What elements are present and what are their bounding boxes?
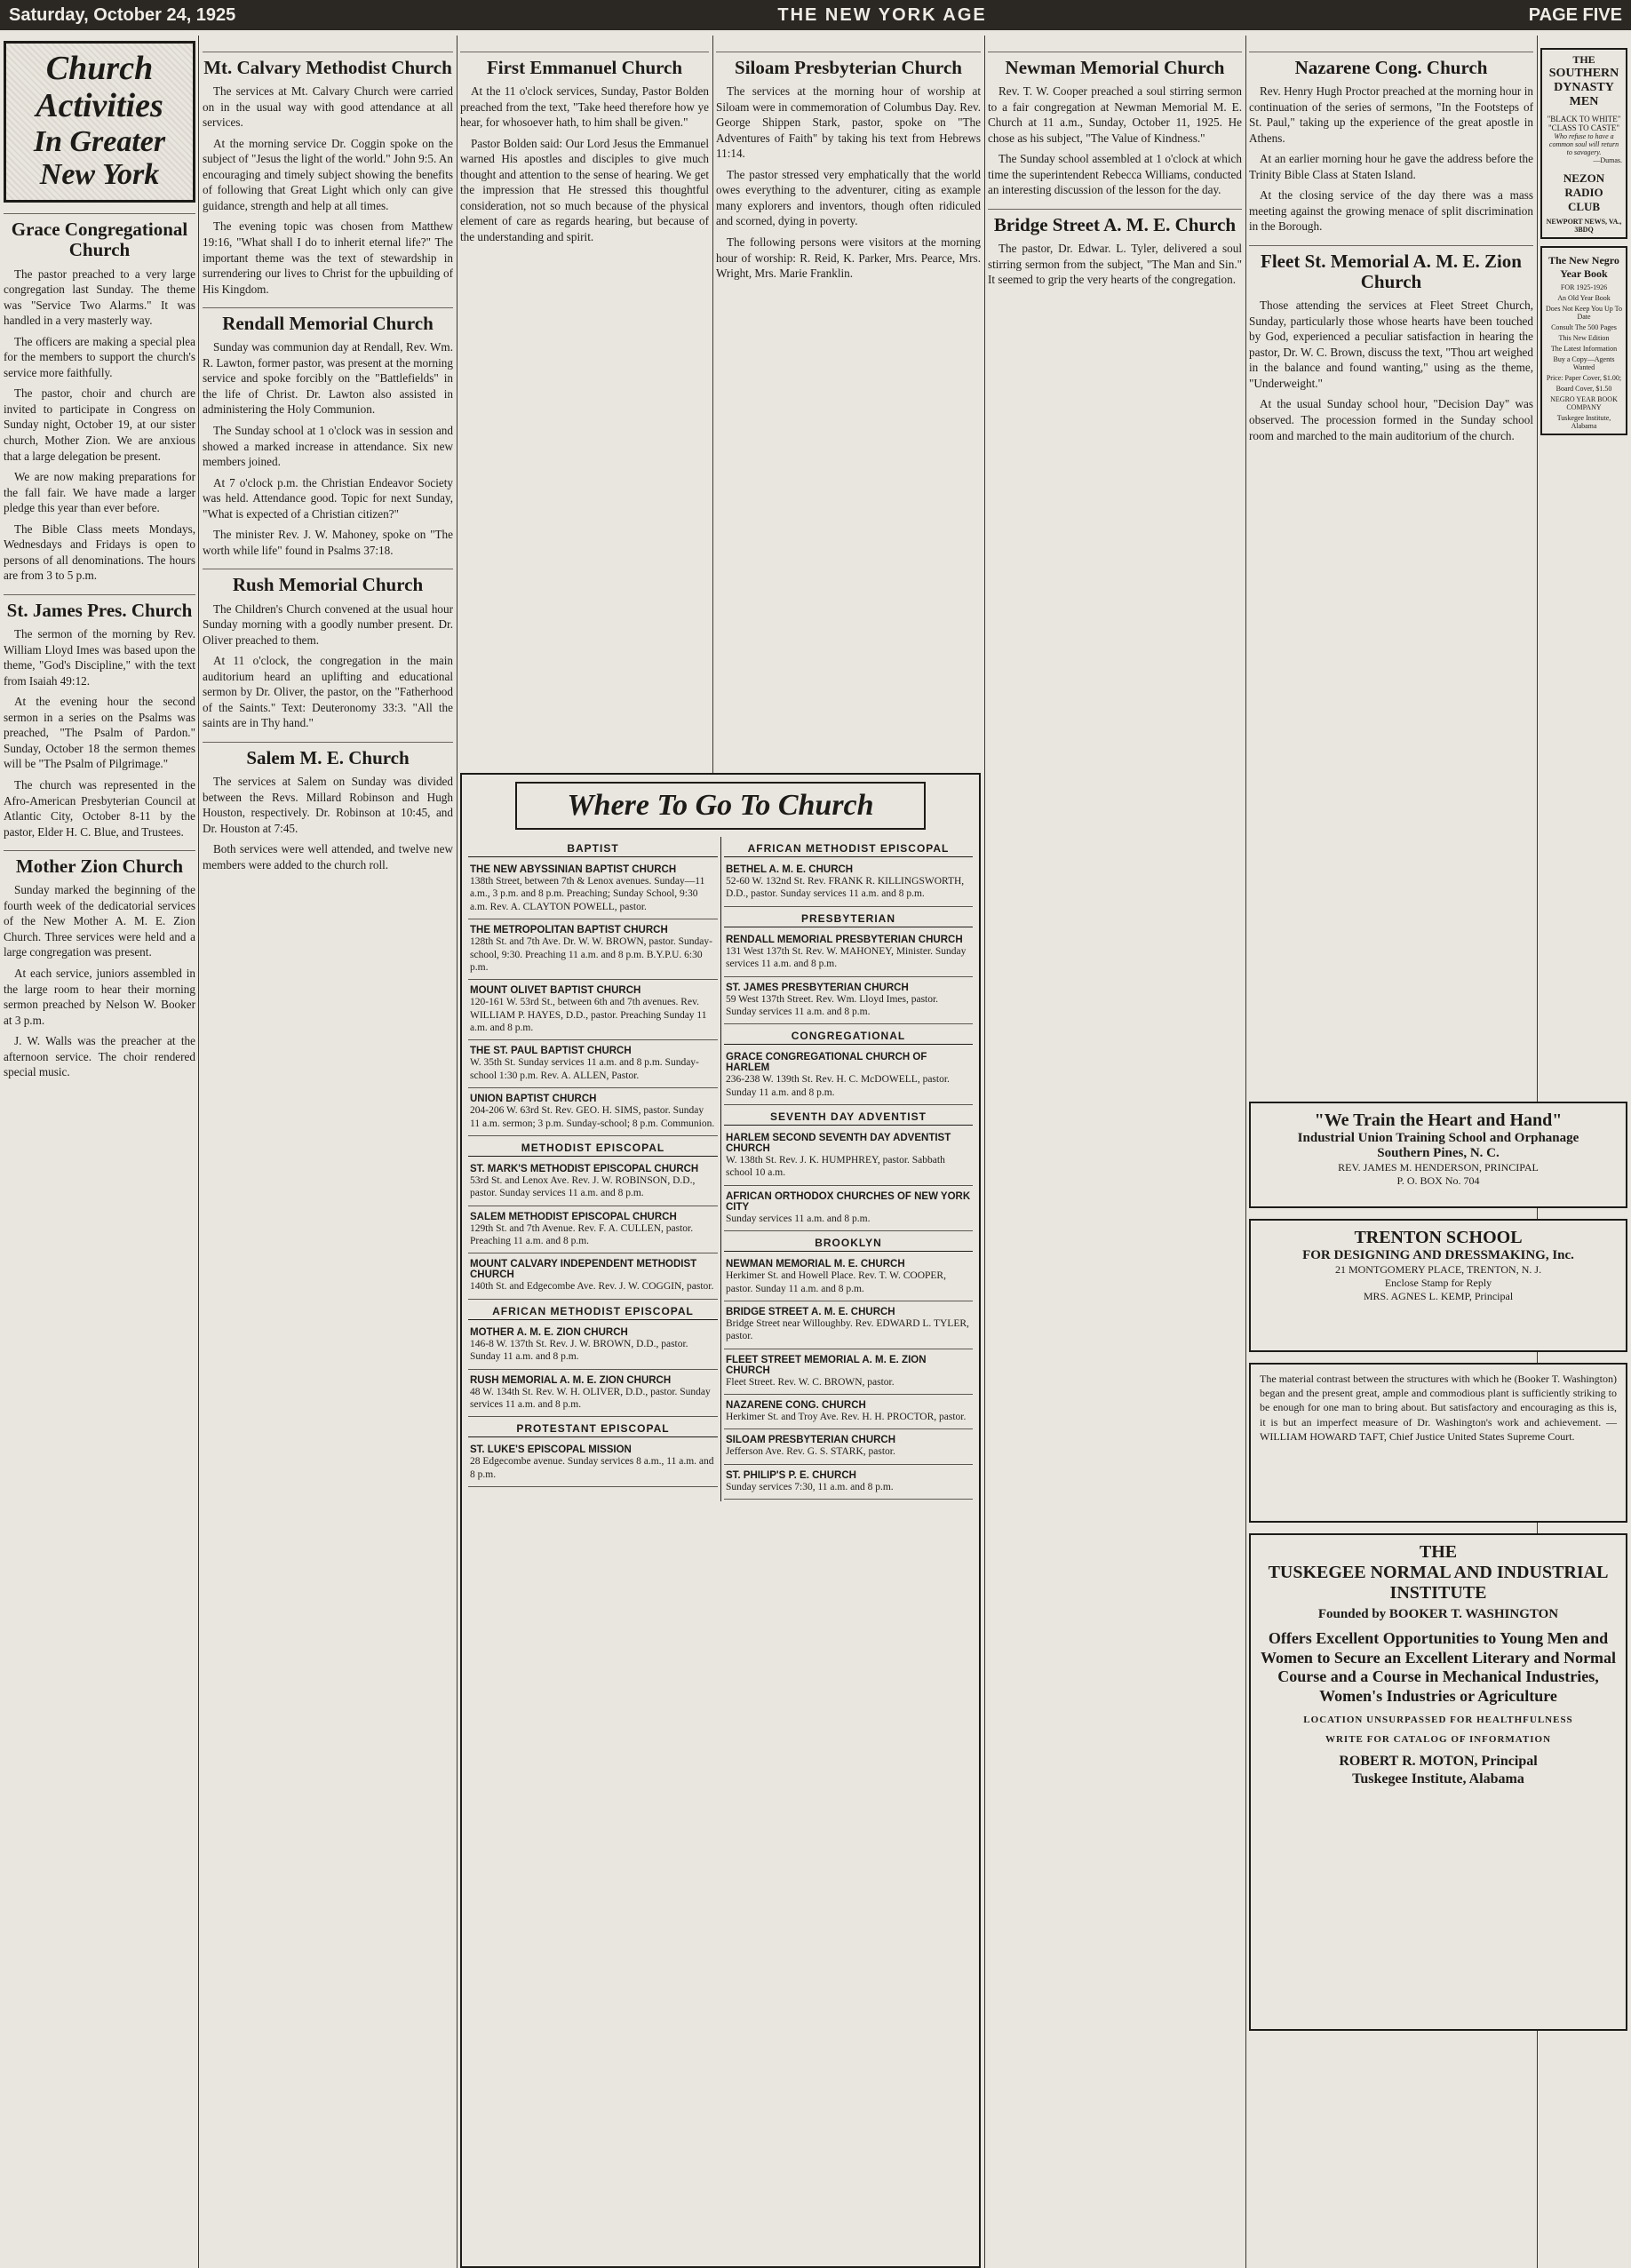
entry-name: SILOAM PRESBYTERIAN CHURCH [726, 1435, 896, 1446]
article-headline: Newman Memorial Church [988, 52, 1242, 78]
masthead-date: Saturday, October 24, 1925 [9, 4, 236, 25]
ad-line: MRS. AGNES L. KEMP, Principal [1363, 1290, 1514, 1302]
directory-entry [724, 1188, 973, 1231]
ad-line: ROBERT R. MOTON, Principal [1339, 1754, 1538, 1770]
trenton-school-ad [1249, 1219, 1627, 1352]
article-paragraph: At an earlier morning hour he gave the address before the Trinity Bible Class at Staten Island. [1249, 152, 1533, 181]
section-title-line2: In Greater New York [33, 124, 166, 191]
entry-details: 53rd St. and Lenox Ave. Rev. J. W. ROBINSON, D.D., pastor. Sunday services 11 a.m. and 8 p.m. [470, 1174, 696, 1199]
denomination-heading: BAPTIST [468, 842, 718, 857]
article-paragraph: The pastor, choir and church are invited to participate in Congress on Sunday night, October 19, at our sister church, Mother Zion. We are anxious that a large delegation be present. [4, 386, 195, 463]
article-paragraph: Sunday was communion day at Rendall, Rev. Wm. R. Lawton, former pastor, was present at the morning service and spoke forcibly on the "Battlefields" in the life of Christ. Dr. Lawton also assisted in administering the Holy Communion. [203, 340, 453, 417]
article-paragraph: The church was represented in the Afro-American Presbyterian Council at Atlantic City, October 8-11 by the pastor, Elder H. C. Blue, and Trustees. [4, 777, 195, 839]
article-grace [4, 213, 195, 584]
entry-details: 52-60 W. 132nd St. Rev. FRANK R. KILLINGSWORTH, D.D., pastor. Sunday services 11 a.m. and 8 p.m. [726, 876, 965, 900]
ad-line: This New Edition [1558, 334, 1610, 342]
column-7-ads [1540, 41, 1627, 1125]
article-paragraph: The services at Mt. Calvary Church were carried on in the usual way with good attendance at all services. [203, 84, 453, 130]
article-mother-zion [4, 850, 195, 1080]
entry-details: 28 Edgecombe avenue. Sunday services 8 a.m., 11 a.m. and 8 p.m. [470, 1456, 714, 1480]
column-rule [984, 36, 985, 2268]
article-paragraph: We are now making preparations for the fall fair. We have made a larger pledge this year than ever before. [4, 470, 195, 515]
entry-name: ST. MARK'S METHODIST EPISCOPAL CHURCH [470, 1163, 699, 1174]
article-mt-calvary [203, 52, 453, 297]
ad-line: Board Cover, $1.50 [1555, 385, 1612, 393]
ad-line: TRENTON SCHOOL [1354, 1228, 1523, 1247]
entry-name: THE METROPOLITAN BAPTIST CHURCH [470, 925, 668, 936]
article-newman [988, 52, 1242, 198]
article-headline: Nazarene Cong. Church [1249, 52, 1533, 78]
entry-name: RUSH MEMORIAL A. M. E. ZION CHURCH [470, 1374, 672, 1386]
ad-line: 21 MONTGOMERY PLACE, TRENTON, N. J. [1334, 1263, 1542, 1276]
entry-name: MOUNT OLIVET BAPTIST CHURCH [470, 985, 641, 997]
article-rendall [203, 307, 453, 558]
entry-name: THE NEW ABYSSINIAN BAPTIST CHURCH [470, 864, 677, 875]
article-paragraph: The Sunday school at 1 o'clock was in session and showed a marked increase in attendance. Six new members joined. [203, 424, 453, 469]
article-paragraph: Pastor Bolden said: Our Lord Jesus the Emmanuel warned His apostles and disciples to give much thought and attention to the sense of hearing. We get the impression that He stressed this thoughtful consideration, not so much because of the physical element of care as regards hearing, but because of the understanding and spirit. [460, 136, 709, 244]
masthead-page: PAGE FIVE [1528, 4, 1622, 25]
article-paragraph: At the closing service of the day there was a mass meeting against the growing menace of split discrimination in the Borough. [1249, 188, 1533, 234]
ad-line: Consult The 500 Pages [1551, 323, 1617, 331]
entry-name: MOUNT CALVARY INDEPENDENT METHODIST CHURCH [470, 1259, 697, 1281]
directory-left-column [465, 837, 720, 1501]
entry-name: AFRICAN ORTHODOX CHURCHES OF NEW YORK CITY [726, 1190, 971, 1213]
entry-details: W. 138th St. Rev. J. K. HUMPHREY, pastor. Sabbath school 10 a.m. [726, 1155, 945, 1179]
entry-details: 140th St. and Edgecombe Ave. Rev. J. W. COGGIN, pastor. [470, 1281, 714, 1293]
entry-name: ST. LUKE'S EPISCOPAL MISSION [470, 1444, 632, 1456]
entry-details: Herkimer St. and Troy Ave. Rev. H. H. PROCTOR, pastor. [726, 1412, 967, 1422]
year-book-ad [1540, 246, 1627, 435]
ad-line: LOCATION UNSURPASSED FOR HEALTHFULNESS [1303, 1715, 1573, 1726]
article-paragraph: Sunday marked the beginning of the fourth week of the dedicatorial services of the New Mother A. M. E. Zion Church. Three services were held and a large congregation was present. [4, 883, 195, 959]
masthead [0, 0, 1631, 30]
entry-details: 204-206 W. 63rd St. Rev. GEO. H. SIMS, pastor. Sunday 11 a.m. sermon; 3 p.m. Sunday-school; 8 p.m. Communion. [470, 1105, 715, 1129]
entry-details: 59 West 137th Street. Rev. Wm. Lloyd Imes, pastor. Sunday services 11 a.m. and 8 p.m. [726, 993, 939, 1017]
entry-details: Fleet Street. Rev. W. C. BROWN, pastor. [726, 1376, 895, 1388]
ad-line: FOR DESIGNING AND DRESSMAKING, Inc. [1302, 1248, 1574, 1262]
article-bridge-street [988, 209, 1242, 288]
ad-title: The New Negro Year Book [1548, 254, 1619, 280]
ad-line: Offers Excellent Opportunities to Young Men and Women to Secure an Excellent Literary and Normal Course and a Course in Mechanical Industries, Women's Industries or Agriculture [1260, 1629, 1617, 1705]
article-paragraph: The Children's Church convened at the usual hour Sunday morning with a goodly number present. Dr. Oliver preached to them. [203, 601, 453, 647]
entry-name: BETHEL A. M. E. CHURCH [726, 864, 854, 875]
directory-entry [468, 982, 718, 1040]
denomination-heading: AFRICAN METHODIST EPISCOPAL [468, 1305, 718, 1320]
ad-line: "CLASS TO CASTE" [1547, 123, 1620, 132]
entry-name: RENDALL MEMORIAL PRESBYTERIAN CHURCH [726, 934, 963, 945]
column-5 [988, 41, 1242, 2268]
article-paragraph: The following persons were visitors at the morning hour of worship: R. Reid, K. Parker, Mrs. Pearce, Mrs. Wright, Mrs. Marie Franklin. [716, 235, 981, 281]
article-paragraph: At the 11 o'clock services, Sunday, Pastor Bolden preached from the text, "Take heed therefore how ye hear, for whosoever hath, to him shall be given." [460, 84, 709, 130]
directory-entry [724, 1397, 973, 1429]
entry-name: SALEM METHODIST EPISCOPAL CHURCH [470, 1211, 677, 1222]
denomination-heading: BROOKLYN [724, 1237, 973, 1252]
taft-quote-box [1249, 1363, 1627, 1523]
article-first-emmanuel [460, 52, 709, 245]
entry-details: 129th St. and 7th Avenue. Rev. F. A. CULLEN, pastor. Preaching 11 a.m. and 8 p.m. [470, 1222, 694, 1246]
denomination-heading: PROTESTANT EPISCOPAL [468, 1422, 718, 1437]
article-rush [203, 569, 453, 730]
ad-line: "We Train the Heart and Hand" [1314, 1110, 1563, 1130]
article-paragraph: The Sunday school assembled at 1 o'clock at which time the superintendent Rebecca Williams, conducted an interesting discussion of the lesson for the day. [988, 152, 1242, 197]
entry-name: THE ST. PAUL BAPTIST CHURCH [470, 1046, 632, 1057]
directory-title: Where To Go To Church [515, 782, 926, 830]
directory-entry [724, 1255, 973, 1301]
masthead-paper: THE NEW YORK AGE [777, 4, 987, 25]
ad-line: REV. JAMES M. HENDERSON, PRINCIPAL [1338, 1161, 1539, 1174]
ad-line: SOUTHERN [1548, 67, 1619, 80]
ad-line: RADIO [1564, 186, 1603, 199]
entry-name: FLEET STREET MEMORIAL A. M. E. ZION CHURCH [726, 1354, 927, 1376]
directory-entry [724, 1303, 973, 1349]
entry-name: NEWMAN MEMORIAL M. E. CHURCH [726, 1259, 905, 1270]
entry-name: HARLEM SECOND SEVENTH DAY ADVENTIST CHURCH [726, 1133, 951, 1154]
ad-line: THE [1419, 1542, 1458, 1562]
entry-details: Sunday services 11 a.m. and 8 p.m. [726, 1213, 871, 1224]
directory-entry [724, 931, 973, 977]
article-st-james [4, 594, 195, 840]
article-paragraph: The Bible Class meets Mondays, Wednesdays and Fridays is open to persons of all denominations. The hours are from 3 to 5 p.m. [4, 521, 195, 583]
article-paragraph: The pastor preached to a very large congregation last Sunday. The theme was "Service Two Alarms." It was handled in a very masterly way. [4, 267, 195, 328]
article-paragraph: Those attending the services at Fleet Street Church, Sunday, particularly those whose hearts have been touched by God, experienced a peculiar satisfaction in hearing the pastor, Dr. W. C. Brown, discuss the text, "Thou art weighed in the balance and found wanting," using as the theme, "Underweight." [1249, 298, 1533, 390]
ad-line: WRITE FOR CATALOG OF INFORMATION [1325, 1734, 1552, 1746]
article-headline: Mother Zion Church [4, 850, 195, 877]
section-header [4, 41, 195, 203]
article-paragraph: At 7 o'clock p.m. the Christian Endeavor Society was held. Attendance good. Topic for next Sunday, "What is expected of a Christian citizen?" [203, 475, 453, 521]
article-paragraph: The services at the morning hour of worship at Siloam were in commemoration of Columbus Day. Rev. George Shippen Stark, pastor, spoke on "The Adventures of Faith" by taking his text from Hebrews 11:14. [716, 84, 981, 161]
article-headline: Mt. Calvary Methodist Church [203, 52, 453, 78]
article-paragraph: Rev. Henry Hugh Proctor preached at the morning hour in continuation of the series of sermons, "In the Footsteps of St. Paul," taking up the experience of the great apostle in Athens. [1249, 84, 1533, 145]
article-paragraph: The sermon of the morning by Rev. William Lloyd Imes was based upon the theme, "God's Discipline," with the text from Isaiah 49:12. [4, 627, 195, 688]
entry-details: Jefferson Ave. Rev. G. S. STARK, pastor. [726, 1446, 895, 1458]
article-headline: Grace Congregational Church [4, 213, 195, 260]
ad-line: Industrial Union Training School and Orphanage [1297, 1131, 1579, 1145]
directory-entry [468, 1208, 718, 1254]
article-paragraph: J. W. Walls was the preacher at the afternoon service. The choir rendered special music. [4, 1034, 195, 1079]
denomination-heading: METHODIST EPISCOPAL [468, 1142, 718, 1157]
ad-line: Tuskegee Institute, Alabama [1556, 414, 1611, 430]
column-2 [203, 41, 453, 2268]
article-paragraph: The services at Salem on Sunday was divided between the Revs. Millard Robinson and Hugh Houston, respectively. Dr. Robinson at 10:45, and Dr. Houston at 7:45. [203, 774, 453, 835]
column-1 [4, 41, 195, 2268]
column-3 [460, 41, 709, 765]
ad-line: CLUB [1567, 200, 1601, 213]
ad-line: Tuskegee Institute, Alabama [1352, 1771, 1524, 1787]
taft-quote: The material contrast between the structures with which he (Booker T. Washington) began and the present great, ample and commodious plant is sufficiently striking to be enough for one man to bring about. But satisfactory and encouraging as this is, it is but an imperfect measure of Dr. Washington's work and achievement. —WILLIAM HOWARD TAFT, Chief Justice United States Supreme Court. [1260, 1373, 1617, 1443]
ad-line: An Old Year Book [1557, 294, 1611, 302]
ad-line: MEN [1569, 95, 1599, 108]
entry-name: MOTHER A. M. E. ZION CHURCH [470, 1326, 628, 1338]
article-paragraph: At each service, juniors assembled in the large room to hear their morning sermon preached by Nelson W. Booker at 3 p.m. [4, 966, 195, 1027]
directory-entry [468, 1324, 718, 1370]
denomination-heading: AFRICAN METHODIST EPISCOPAL [724, 842, 973, 857]
entry-name: ST. JAMES PRESBYTERIAN CHURCH [726, 982, 909, 993]
directory-entry [468, 1160, 718, 1206]
entry-details: 236-238 W. 139th St. Rev. H. C. McDOWELL, pastor. Sunday 11 a.m. and 8 p.m. [726, 1074, 950, 1098]
ad-line: DYNASTY [1554, 81, 1614, 94]
entry-details: Sunday services 7:30, 11 a.m. and 8 p.m. [726, 1481, 894, 1492]
column-rule [1245, 36, 1246, 2268]
southern-dynasty-ad [1540, 48, 1627, 239]
article-headline: Bridge Street A. M. E. Church [988, 209, 1242, 235]
section-title-line1: Church Activities [36, 50, 163, 124]
article-headline: Siloam Presbyterian Church [716, 52, 981, 78]
article-paragraph: At the evening hour the second sermon in a series on the Psalms was preached, "The Psalm of Pardon." Sunday, October 18 the sermon themes will be "The Psalm of Pilgrimage." [4, 695, 195, 771]
article-paragraph: The minister Rev. J. W. Mahoney, spoke on "The worth while life" found in Psalms 37:18. [203, 528, 453, 557]
article-siloam [716, 52, 981, 282]
ad-line: TUSKEGEE NORMAL AND INDUSTRIAL INSTITUTE [1268, 1563, 1609, 1603]
ad-line: P. O. BOX No. 704 [1396, 1174, 1480, 1187]
article-paragraph: Rev. T. W. Cooper preached a soul stirring sermon to a fair congregation at Newman Memorial M. E. Church at 11 a.m., Sunday, October 11, 1925. He chose as his subject, "The Value of Kindness." [988, 84, 1242, 145]
entry-details: W. 35th St. Sunday services 11 a.m. and 8 p.m. Sunday-school 1:30 p.m. Rev. A. ALLEN, Pastor. [470, 1057, 699, 1081]
article-paragraph: At the morning service Dr. Coggin spoke on the subject of "Jesus the light of the world." John 9:5. An encouraging and timely subject showing the benefits of following that Great Light which only can give guidance, strength and help at all times. [203, 136, 453, 212]
ad-line: NEWPORT NEWS, VA., 3BDQ [1546, 218, 1622, 234]
article-fleet-street [1249, 245, 1533, 443]
article-headline: Rush Memorial Church [203, 569, 453, 595]
column-rule [198, 36, 199, 2268]
directory-entry [724, 1048, 973, 1105]
church-directory [460, 773, 981, 2268]
entry-name: ST. PHILIP'S P. E. CHURCH [726, 1469, 856, 1481]
article-salem [203, 742, 453, 872]
entry-details: 138th Street, between 7th & Lenox avenues. Sunday—11 a.m., 3 p.m. and 8 p.m. Preaching; Sunday School, 9:30 a.m. Rev. A. CLAYTON POWELL, pastor. [470, 876, 705, 912]
denomination-heading: SEVENTH DAY ADVENTIST [724, 1110, 973, 1126]
ad-line: Price: Paper Cover, $1.00; [1546, 374, 1622, 382]
ad-line: FOR 1925-1926 [1560, 283, 1608, 291]
article-paragraph: At the usual Sunday school hour, "Decision Day" was observed. The procession formed in the Sunday school room and marched to the main auditorium of the church. [1249, 397, 1533, 442]
article-paragraph: The officers are making a special plea for the members to support the church's service more faithfully. [4, 334, 195, 379]
entry-details: 146-8 W. 137th St. Rev. J. W. BROWN, D.D., pastor. Sunday 11 a.m. and 8 p.m. [470, 1338, 688, 1363]
article-paragraph: The pastor stressed very emphatically that the world owes everything to the adventurer, citing as example many explorers and inventors, though often ridiculed and scorned, dying in poverty. [716, 167, 981, 228]
article-headline: Fleet St. Memorial A. M. E. Zion Church [1249, 245, 1533, 292]
directory-entry [468, 1042, 718, 1088]
directory-entry [724, 1431, 973, 1464]
entry-details: 128th St. and 7th Ave. Dr. W. W. BROWN, pastor. Sunday-school, 9:30. Preaching 11 a.m. and 8 p.m. B.Y.P.U. 6:30 p.m. [470, 936, 712, 973]
tuskegee-ad [1249, 1533, 1627, 2031]
ad-line: Enclose Stamp for Reply [1384, 1277, 1492, 1289]
article-paragraph: Both services were well attended, and twelve new members were added to the church roll. [203, 842, 453, 871]
directory-entry [468, 921, 718, 980]
directory-entry [724, 1129, 973, 1186]
entry-details: Herkimer St. and Howell Place. Rev. T. W. COOPER, pastor. Sunday 11 a.m. and 8 p.m. [726, 1270, 946, 1294]
ad-line: Buy a Copy—Agents Wanted [1553, 355, 1615, 371]
directory-entry [724, 979, 973, 1025]
directory-entry [468, 861, 718, 919]
directory-entry [468, 1441, 718, 1487]
article-paragraph: The pastor, Dr. Edwar. L. Tyler, delivered a soul stirring sermon from the subject, "The Man and Sin." It seemed to grip the very hearts of the congregation. [988, 242, 1242, 287]
entry-details: 120-161 W. 53rd St., between 6th and 7th avenues. Rev. WILLIAM P. HAYES, D.D., pastor. Preaching Sunday 11 a.m. and 8 p.m. [470, 997, 707, 1033]
article-headline: St. James Pres. Church [4, 594, 195, 621]
directory-entry [724, 861, 973, 907]
ad-line: The Latest Information [1550, 345, 1618, 353]
directory-entry [468, 1090, 718, 1136]
entry-name: BRIDGE STREET A. M. E. CHURCH [726, 1306, 895, 1317]
directory-entry [724, 1467, 973, 1500]
entry-name: NAZARENE CONG. CHURCH [726, 1400, 866, 1411]
column-4 [716, 41, 981, 765]
entry-name: GRACE CONGREGATIONAL CHURCH OF HARLEM [726, 1052, 927, 1074]
ad-line: NEGRO YEAR BOOK COMPANY [1550, 395, 1618, 411]
directory-entry [468, 1372, 718, 1418]
directory-entry [468, 1255, 718, 1299]
ad-line: THE [1572, 53, 1595, 66]
ad-line: Does Not Keep You Up To Date [1546, 305, 1622, 321]
article-paragraph: At 11 o'clock, the congregation in the main auditorium heard an uplifting and educational sermon by Dr. Oliver, the pastor, on the "Fatherhood of the Saints." Text: Deuteronomy 33:3. "All the saints are in Thy hand." [203, 654, 453, 730]
denomination-heading: PRESBYTERIAN [724, 912, 973, 927]
entry-details: 48 W. 134th St. Rev. W. H. OLIVER, D.D., pastor. Sunday services 11 a.m. and 8 p.m. [470, 1386, 711, 1410]
entry-name: UNION BAPTIST CHURCH [470, 1094, 597, 1105]
ad-line: Southern Pines, N. C. [1377, 1146, 1500, 1160]
article-headline: Salem M. E. Church [203, 742, 453, 768]
entry-details: Bridge Street near Willoughby. Rev. EDWARD L. TYLER, pastor. [726, 1317, 969, 1342]
article-headline: Rendall Memorial Church [203, 307, 453, 334]
article-paragraph: The evening topic was chosen from Matthew 19:16, "What shall I do to inherit eternal life?" The important theme was the text of stewardship in surrendering our lives to Christ for the upbuilding of His Kingdom. [203, 219, 453, 296]
denomination-heading: CONGREGATIONAL [724, 1030, 973, 1045]
ad-line: Founded by BOOKER T. WASHINGTON [1317, 1607, 1559, 1621]
article-nazarene [1249, 52, 1533, 235]
entry-details: 131 West 137th St. Rev. W. MAHONEY, Minister. Sunday services 11 a.m. and 8 p.m. [726, 945, 967, 970]
directory-entry [724, 1351, 973, 1395]
southern-pines-ad [1249, 1102, 1627, 1208]
column-6 [1249, 41, 1533, 1080]
ad-line: "BLACK TO WHITE" [1547, 115, 1621, 123]
ad-line: Who refuse to have a common soul will return to savagery. [1548, 132, 1619, 156]
ad-line: NEZON [1563, 171, 1605, 185]
article-headline: First Emmanuel Church [460, 52, 709, 78]
directory-right-column [720, 837, 975, 1501]
ad-line: —Dumas. [1593, 156, 1622, 164]
